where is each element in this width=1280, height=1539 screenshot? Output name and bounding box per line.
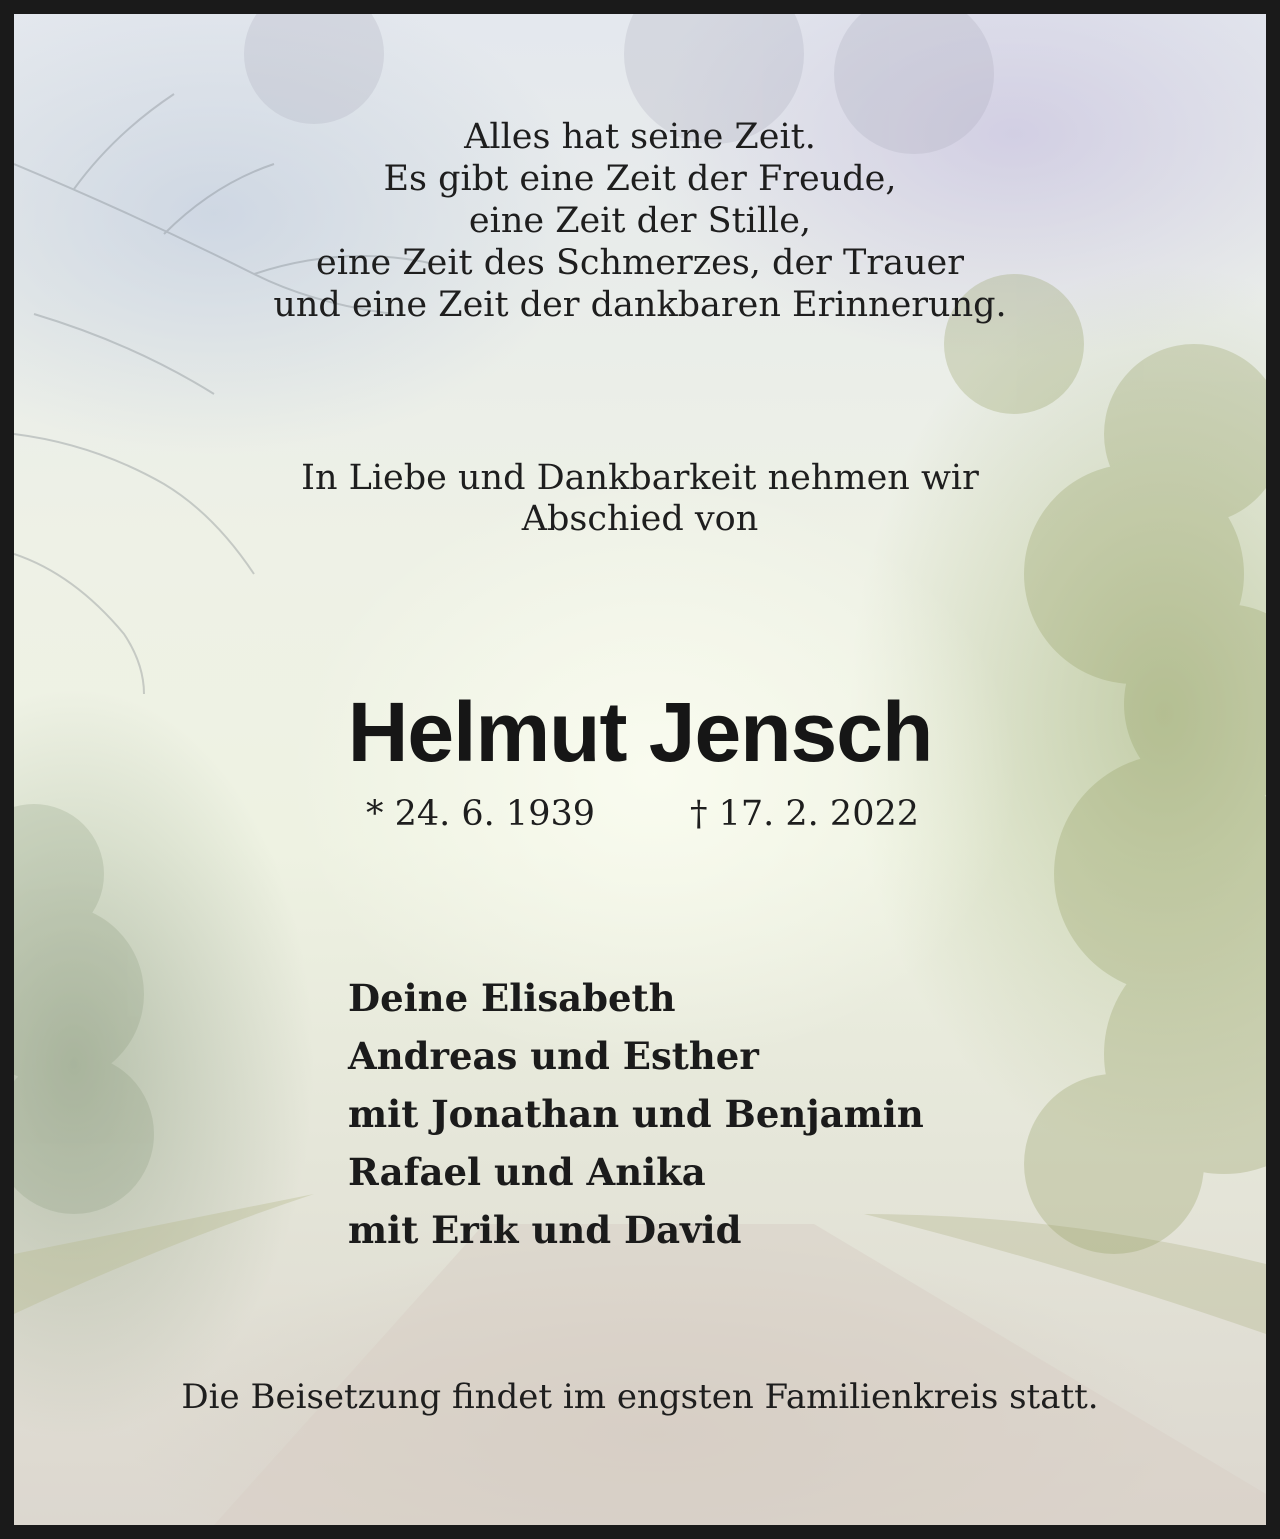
motto-line: eine Zeit der Stille, — [468, 201, 812, 241]
intro-line: Abschied von — [521, 499, 759, 539]
birth-date: * 24. 6. 1939 — [366, 794, 596, 834]
deceased-name: Helmut Jensch — [347, 685, 933, 779]
death-date: † 17. 2. 2022 — [690, 794, 920, 834]
motto-line: Es gibt eine Zeit der Freude, — [383, 159, 897, 199]
motto-line: Alles hat seine Zeit. — [464, 117, 816, 157]
burial-note: Die Beisetzung findet im engsten Familienkreis statt. — [181, 1377, 1099, 1417]
family-line: mit Jonathan und Benjamin — [348, 1092, 924, 1136]
motto-verse — [14, 116, 1266, 326]
family-signatories — [348, 969, 924, 1259]
family-line: Andreas und Esther — [348, 1034, 759, 1078]
obituary-card — [14, 14, 1266, 1525]
family-line: mit Erik und David — [348, 1208, 742, 1252]
family-line: Rafael und Anika — [348, 1150, 706, 1194]
motto-line: eine Zeit des Schmerzes, der Trauer — [316, 243, 964, 283]
intro-line: In Liebe und Dankbarkeit nehmen wir — [301, 458, 979, 498]
family-line: Deine Elisabeth — [348, 976, 676, 1020]
motto-line: und eine Zeit der dankbaren Erinnerung. — [273, 285, 1007, 325]
farewell-intro — [14, 458, 1266, 540]
